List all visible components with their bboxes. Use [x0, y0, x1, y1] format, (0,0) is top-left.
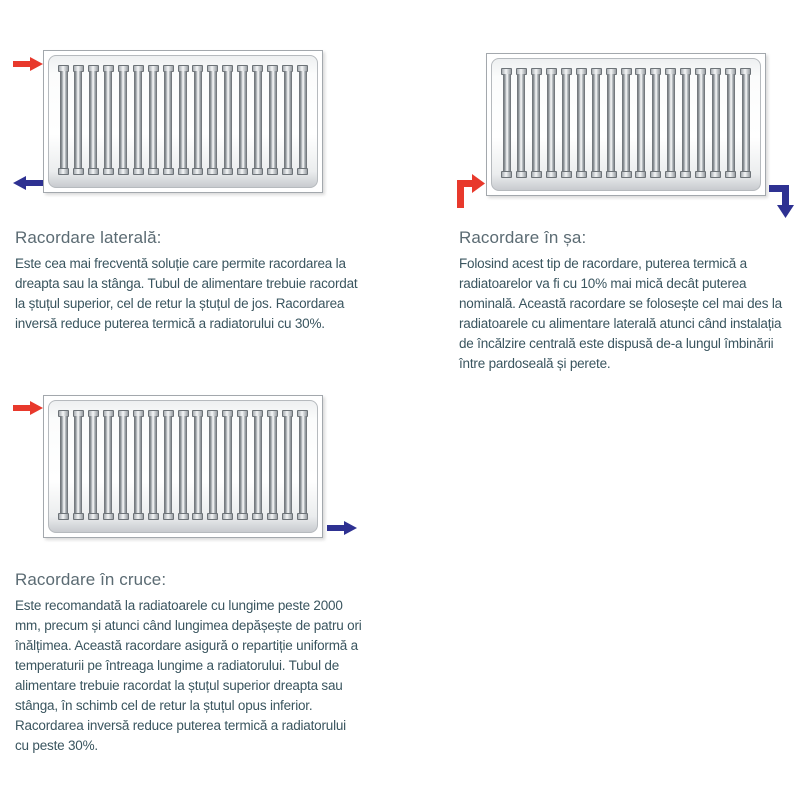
section-body-lateral: Este cea mai frecventă soluție care permite racordarea la dreapta sau la stânga. Tubul de alimentare trebuie racordat la ștuțul superior, cel de retur la ștuțul de jos. Racordarea inversă reduce puterea termică a radiatorului cu 30%.	[15, 256, 358, 331]
radiator-fin	[267, 65, 278, 175]
fin-shaft	[682, 74, 690, 172]
radiator-fin	[207, 65, 218, 175]
fin-bottom-cap	[546, 171, 557, 178]
fin-bottom-cap	[148, 513, 159, 520]
fin-shaft	[697, 74, 705, 172]
fin-bottom-cap	[118, 513, 129, 520]
fin-bottom-cap	[606, 171, 617, 178]
fin-shaft	[239, 71, 247, 169]
fin-shaft	[194, 71, 202, 169]
radiator-fin	[73, 65, 84, 175]
fin-shaft	[74, 416, 82, 514]
fin-shaft	[89, 71, 97, 169]
fin-bottom-cap	[665, 171, 676, 178]
fin-shaft	[149, 416, 157, 514]
radiator-fin	[297, 410, 308, 520]
radiator-fins-area	[491, 58, 761, 191]
radiator-fins-area	[48, 55, 318, 188]
fin-bottom-cap	[680, 171, 691, 178]
radiator-fin	[88, 410, 99, 520]
fin-shaft	[119, 416, 127, 514]
radiator-fin	[740, 68, 751, 178]
fin-bottom-cap	[252, 513, 263, 520]
fin-shaft	[547, 74, 555, 172]
radiator-fin	[606, 68, 617, 178]
fin-bottom-cap	[561, 171, 572, 178]
radiator-fin	[710, 68, 721, 178]
fin-shaft	[104, 416, 112, 514]
fin-bottom-cap	[267, 513, 278, 520]
fin-shaft	[254, 416, 262, 514]
fin-shaft	[224, 71, 232, 169]
fin-shaft	[712, 74, 720, 172]
fin-shaft	[254, 71, 262, 169]
fin-bottom-cap	[73, 168, 84, 175]
radiator-fin	[267, 410, 278, 520]
radiator-fin	[148, 410, 159, 520]
fin-shaft	[532, 74, 540, 172]
radiator-fin	[237, 65, 248, 175]
fin-shaft	[179, 71, 187, 169]
radiator-fin	[695, 68, 706, 178]
radiator-fin	[118, 410, 129, 520]
fin-bottom-cap	[252, 168, 263, 175]
return-arrow-icon	[327, 520, 357, 536]
fin-shaft	[667, 74, 675, 172]
fin-bottom-cap	[635, 171, 646, 178]
radiator-fin	[650, 68, 661, 178]
radiator-illustration-saddle	[486, 53, 766, 196]
fin-shaft	[607, 74, 615, 172]
radiator-fin	[58, 65, 69, 175]
fin-bottom-cap	[88, 168, 99, 175]
fin-shaft	[742, 74, 750, 172]
fin-bottom-cap	[58, 513, 69, 520]
radiator-fin	[501, 68, 512, 178]
radiator-fin	[58, 410, 69, 520]
fin-bottom-cap	[297, 168, 308, 175]
fin-bottom-cap	[192, 168, 203, 175]
supply-arrow-icon	[455, 168, 485, 208]
fin-bottom-cap	[501, 171, 512, 178]
fin-bottom-cap	[192, 513, 203, 520]
fin-shaft	[239, 416, 247, 514]
fin-bottom-cap	[591, 171, 602, 178]
fin-shaft	[637, 74, 645, 172]
radiator-fin	[178, 410, 189, 520]
fin-bottom-cap	[222, 168, 233, 175]
radiator-fin	[178, 65, 189, 175]
fin-bottom-cap	[297, 513, 308, 520]
fin-shaft	[562, 74, 570, 172]
radiator-fin	[516, 68, 527, 178]
fin-bottom-cap	[267, 168, 278, 175]
fin-shaft	[89, 416, 97, 514]
radiator-fin	[635, 68, 646, 178]
fin-shaft	[119, 71, 127, 169]
fin-shaft	[60, 416, 68, 514]
fin-shaft	[104, 71, 112, 169]
fin-shaft	[727, 74, 735, 172]
fin-bottom-cap	[237, 513, 248, 520]
section-heading-lateral: Racordare laterală:	[15, 228, 162, 247]
radiator-fin	[621, 68, 632, 178]
fin-bottom-cap	[207, 168, 218, 175]
radiator-fin	[192, 65, 203, 175]
radiator-fin	[282, 410, 293, 520]
fin-bottom-cap	[133, 168, 144, 175]
radiator-fin	[133, 410, 144, 520]
radiator-fin	[133, 65, 144, 175]
fin-shaft	[517, 74, 525, 172]
radiator-fin	[148, 65, 159, 175]
fin-bottom-cap	[222, 513, 233, 520]
radiator-fin	[561, 68, 572, 178]
fin-bottom-cap	[710, 171, 721, 178]
fin-bottom-cap	[163, 513, 174, 520]
fin-shaft	[284, 416, 292, 514]
fin-shaft	[577, 74, 585, 172]
radiator-fin	[252, 410, 263, 520]
fin-bottom-cap	[88, 513, 99, 520]
supply-arrow-icon	[13, 400, 43, 416]
fin-bottom-cap	[118, 168, 129, 175]
supply-arrow-icon	[13, 56, 43, 72]
fin-shaft	[164, 416, 172, 514]
fin-bottom-cap	[650, 171, 661, 178]
fin-shaft	[194, 416, 202, 514]
fin-bottom-cap	[282, 513, 293, 520]
fin-bottom-cap	[178, 513, 189, 520]
radiator-fin	[222, 410, 233, 520]
fin-bottom-cap	[163, 168, 174, 175]
radiator-fin	[576, 68, 587, 178]
fin-shaft	[60, 71, 68, 169]
fin-shaft	[74, 71, 82, 169]
fin-bottom-cap	[178, 168, 189, 175]
fin-bottom-cap	[207, 513, 218, 520]
radiator-panel	[43, 50, 323, 193]
fin-bottom-cap	[576, 171, 587, 178]
radiator-fin	[297, 65, 308, 175]
radiator-fin	[680, 68, 691, 178]
radiator-illustration-cross	[43, 395, 323, 538]
radiator-fins-area	[48, 400, 318, 533]
radiator-fin	[282, 65, 293, 175]
section-heading-cross: Racordare în cruce:	[15, 570, 167, 589]
fin-shaft	[269, 416, 277, 514]
radiator-fin	[531, 68, 542, 178]
radiator-fin	[252, 65, 263, 175]
radiator-panel	[43, 395, 323, 538]
fin-shaft	[134, 71, 142, 169]
fin-shaft	[299, 71, 307, 169]
fin-bottom-cap	[516, 171, 527, 178]
radiator-fin	[192, 410, 203, 520]
radiator-fin	[163, 65, 174, 175]
fin-shaft	[164, 71, 172, 169]
fin-shaft	[179, 416, 187, 514]
radiator-fin	[725, 68, 736, 178]
fin-bottom-cap	[237, 168, 248, 175]
fin-bottom-cap	[103, 168, 114, 175]
fin-shaft	[299, 416, 307, 514]
fin-shaft	[134, 416, 142, 514]
fin-bottom-cap	[58, 168, 69, 175]
section-heading-saddle: Racordare în șa:	[459, 228, 587, 247]
radiator-panel	[486, 53, 766, 196]
radiator-fin	[73, 410, 84, 520]
fin-shaft	[652, 74, 660, 172]
radiator-fin	[163, 410, 174, 520]
fin-shaft	[622, 74, 630, 172]
fin-shaft	[592, 74, 600, 172]
radiator-fin	[103, 410, 114, 520]
fin-shaft	[284, 71, 292, 169]
fin-shaft	[269, 71, 277, 169]
radiator-fin	[118, 65, 129, 175]
radiator-fin	[546, 68, 557, 178]
radiator-illustration-lateral	[43, 50, 323, 193]
fin-bottom-cap	[725, 171, 736, 178]
fin-shaft	[224, 416, 232, 514]
radiator-fin	[222, 65, 233, 175]
fin-bottom-cap	[740, 171, 751, 178]
fin-bottom-cap	[133, 513, 144, 520]
radiator-fin	[591, 68, 602, 178]
return-arrow-icon	[13, 175, 43, 191]
fin-bottom-cap	[695, 171, 706, 178]
fin-bottom-cap	[282, 168, 293, 175]
fin-bottom-cap	[73, 513, 84, 520]
section-body-saddle: Folosind acest tip de racordare, puterea termică a radiatoarelor va fi cu 10% mai mică decât puterea nominală. Această racordare se folosește cel mai des la radiatoarele cu alimentare laterală atunci când instalația de încălzire centrală este dispusă de-a lungul îmbinării între pardoseală și perete.	[459, 256, 782, 371]
section-body-cross: Este recomandată la radiatoarele cu lungime peste 2000 mm, precum și atunci când lungimea depășește de patru ori înălțimea. Această racordare asigură o repartiție uniformă a temperaturii pe întreaga lungime a radiatorului. Tubul de alimentare trebuie racordat la ștuțul superior dreapta sau stânga, în schimb cel de retur la ștuțul opus inferior. Racordarea inversă reduce puterea termică a radiatorului cu peste 30%.	[15, 598, 362, 753]
fin-bottom-cap	[621, 171, 632, 178]
radiator-fin	[237, 410, 248, 520]
radiator-fin	[88, 65, 99, 175]
radiator-fin	[207, 410, 218, 520]
return-arrow-icon	[769, 181, 800, 219]
fin-shaft	[503, 74, 511, 172]
radiator-fin	[665, 68, 676, 178]
fin-bottom-cap	[103, 513, 114, 520]
fin-bottom-cap	[148, 168, 159, 175]
fin-shaft	[209, 71, 217, 169]
fin-shaft	[209, 416, 217, 514]
fin-bottom-cap	[531, 171, 542, 178]
fin-shaft	[149, 71, 157, 169]
radiator-fin	[103, 65, 114, 175]
